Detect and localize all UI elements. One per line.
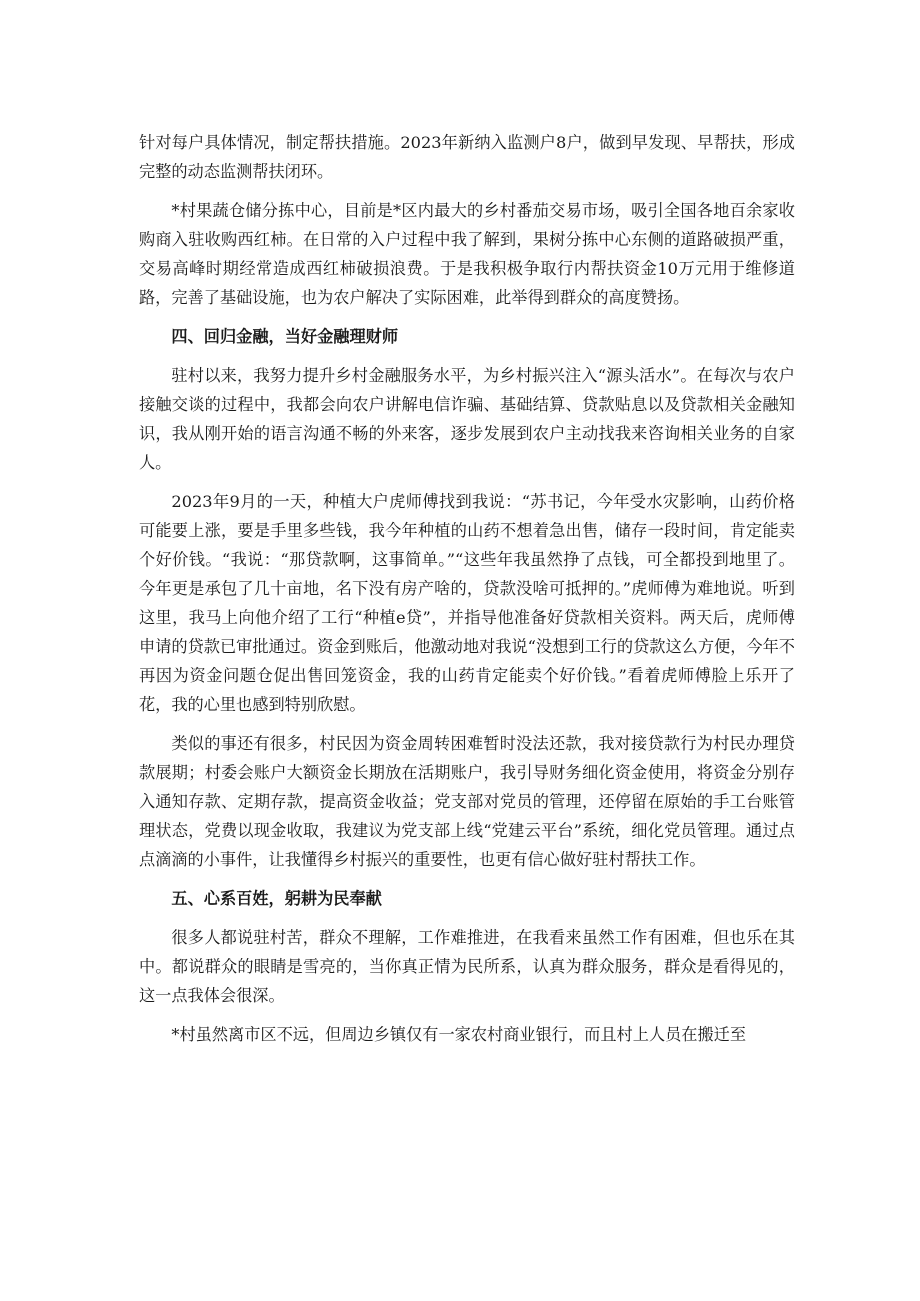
paragraph-finance-service: 驻村以来，我努力提升乡村金融服务水平，为乡村振兴注入“源头活水”。在每次与农户接触交谈的过程中，我都会向农户讲解电信诈骗、基础结算、贷款贴息以及贷款相关金融知识，我从刚开始的语言沟通不畅的外来客，逐步发展到农户主动找我来咨询相关业务的自家人。 [139, 366, 795, 472]
paragraph-monitoring: 针对每户具体情况，制定帮扶措施。2023年新纳入监测户8户，做到早发现、早帮扶，形成完整的动态监测帮扶闭环。 [139, 133, 795, 181]
paragraph-loan-story: 2023年9月的一天，种植大户虎师傅找到我说：“苏书记，今年受水灾影响，山药价格可能要上涨，要是手里多些钱，我今年种植的山药不想着急出售，储存一段时间，肯定能卖个好价钱。“我说：“那贷款啊，这事简单。”“这些年我虽然挣了点钱，可全都投到地里了。今年更是承包了几十亩地，名下没有房产啥的，贷款没啥可抵押的。”虎师傅为难地说。听到这里，我马上向他介绍了工行“种植e贷”，并指导他准备好贷款相关资料。两天后，虎师傅申请的贷款已审批通过。资金到账后，他激动地对我说“没想到工行的贷款这么方便，今年不再因为资金问题仓促出售回笼资金，我的山药肯定能卖个好价钱。”看着虎师傅脸上乐开了花，我的心里也感到特别欣慰。 [139, 492, 795, 714]
section-heading-4: 四、回归金融，当好金融理财师 [171, 327, 399, 346]
paragraph-village-bank: *村虽然离市区不远，但周边乡镇仅有一家农村商业银行，而且村上人员在搬迁至 [171, 1025, 747, 1044]
paragraph-sorting-center: *村果蔬仓储分拣中心，目前是*区内最大的乡村番茄交易市场，吸引全国各地百余家收购商入驻收购西红柿。在日常的入户过程中我了解到，果树分拣中心东侧的道路破损严重，交易高峰时期经常造成西红柿破损浪费。于是我积极争取行内帮扶资金10万元用于维修道路，完善了基础设施，也为农户解决了实际困难，此举得到群众的高度赞扬。 [139, 201, 795, 307]
paragraph-village-work: 很多人都说驻村苦，群众不理解，工作难推进，在我看来虽然工作有困难，但也乐在其中。都说群众的眼睛是雪亮的，当你真正情为民所系，认真为群众服务，群众是看得见的，这一点我体会很深。 [139, 928, 795, 1005]
section-heading-5: 五、心系百姓，躬耕为民奉献 [171, 889, 382, 908]
document-body [139, 128, 795, 1059]
paragraph-similar-cases: 类似的事还有很多，村民因为资金周转困难暂时没法还款，我对接贷款行为村民办理贷款展期；村委会账户大额资金长期放在活期账户，我引导财务细化资金使用，将资金分别存入通知存款、定期存款，提高资金收益；党支部对党员的管理，还停留在原始的手工台账管理状态，党费以现金收取，我建议为党支部上线“党建云平台”系统，细化党员管理。通过点点滴滴的小事件，让我懂得乡村振兴的重要性，也更有信心做好驻村帮扶工作。 [139, 734, 795, 869]
